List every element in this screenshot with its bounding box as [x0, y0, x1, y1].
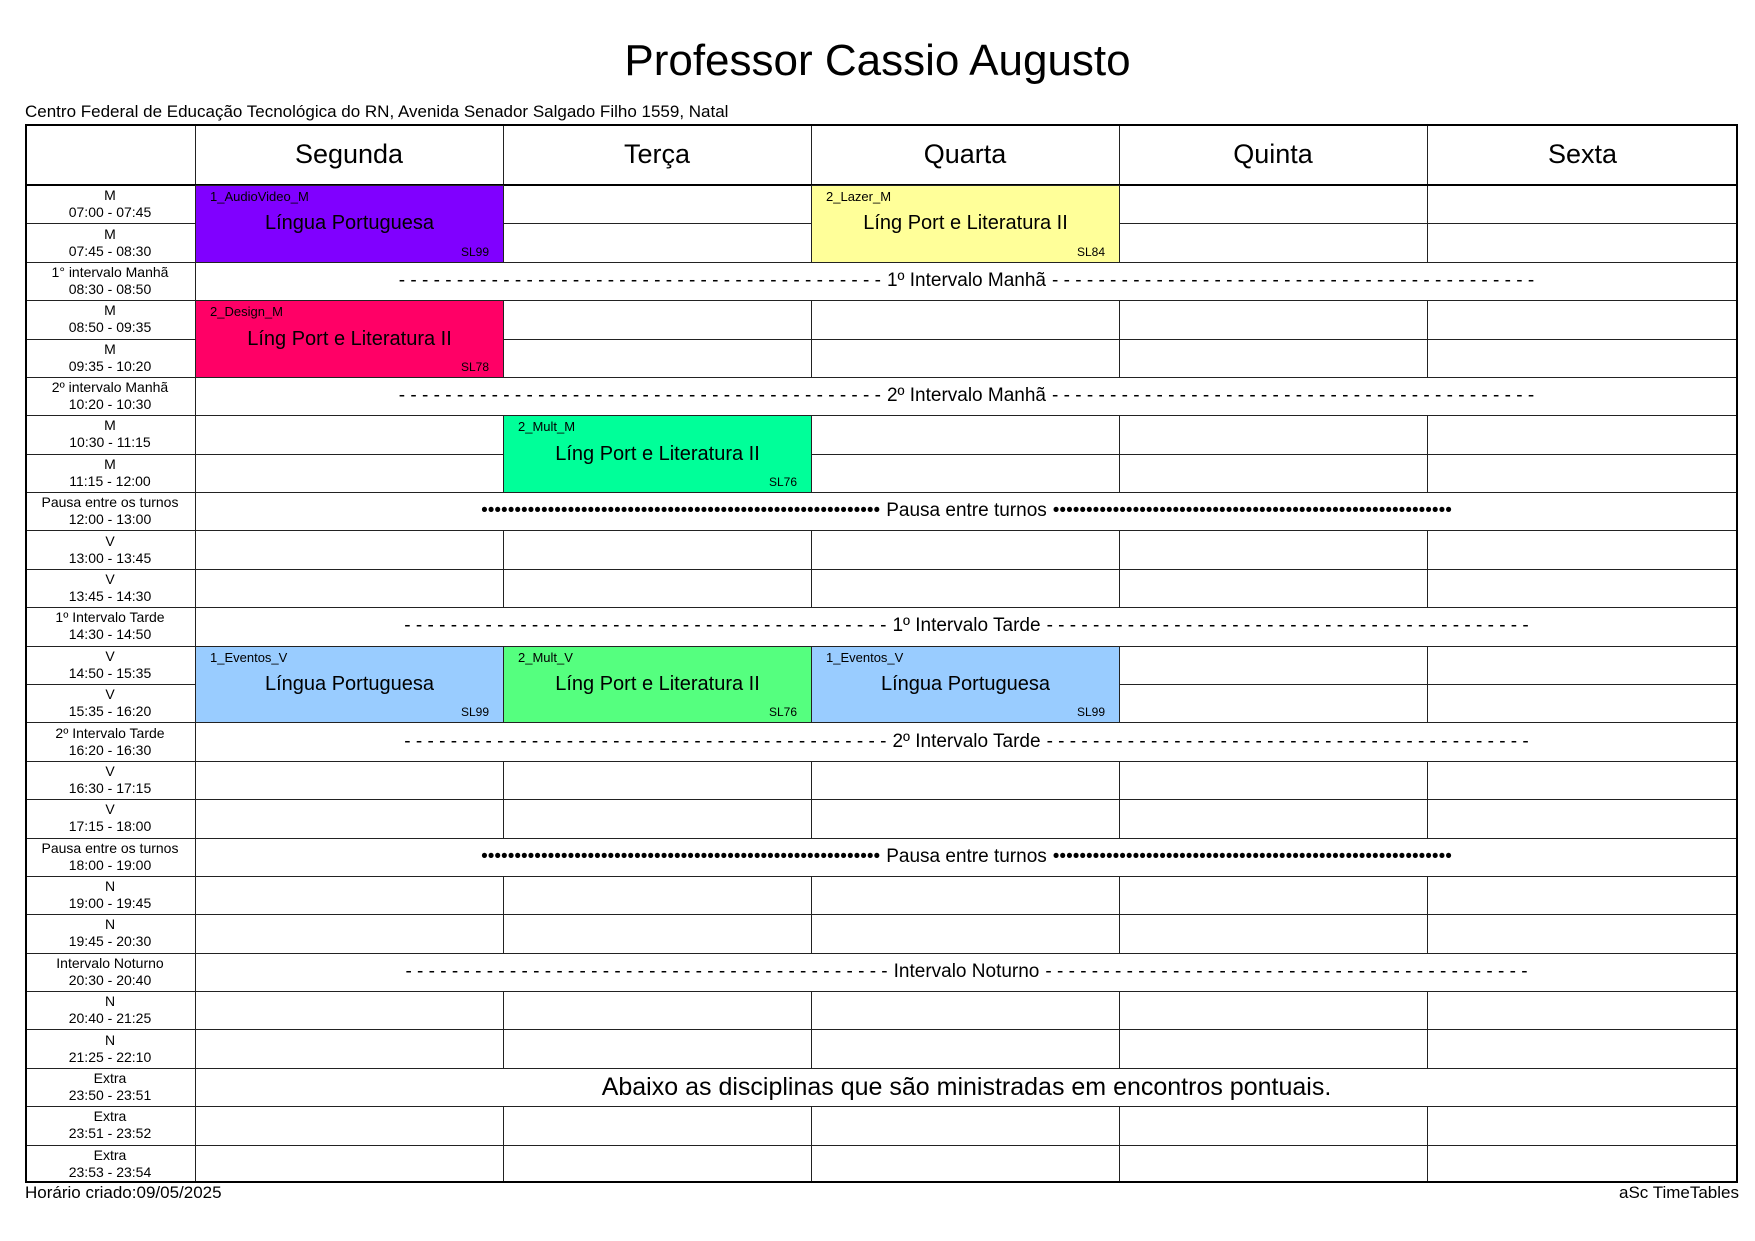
- break-separator: - - - - - - - - - - - - - - - - - - - - - - - - - - - - - - - - - - - - - - - - - -: [1046, 615, 1529, 637]
- break-separator: - - - - - - - - - - - - - - - - - - - - - - - - - - - - - - - - - - - - - - - - - -: [1052, 385, 1535, 407]
- break-separator: - - - - - - - - - - - - - - - - - - - - - - - - - - - - - - - - - - - - - - - - - -: [1045, 960, 1528, 982]
- period-name: 1° intervalo Manhã: [51, 263, 169, 280]
- lesson-room: SL78: [460, 359, 489, 374]
- break-label: Pausa entre turnos: [886, 845, 1047, 867]
- break-label: 1º Intervalo Manhã: [886, 269, 1047, 291]
- period-time: 14:30 - 14:50: [68, 626, 152, 643]
- period-name: M: [104, 187, 116, 204]
- break-separator: - - - - - - - - - - - - - - - - - - - - - - - - - - - - - - - - - - - - - - - - - -: [1052, 269, 1535, 291]
- lesson-room: SL99: [460, 244, 489, 259]
- period-time: 17:15 - 18:00: [68, 818, 152, 835]
- period-name: M: [104, 417, 116, 434]
- period-name: V: [105, 801, 115, 818]
- table-frame: [25, 124, 1738, 1183]
- lesson-subject: Líng Port e Literatura II: [863, 212, 1068, 235]
- school-address: Centro Federal de Educação Tecnológica do RN, Avenida Senador Salgado Filho 1559, Natal: [25, 102, 729, 121]
- lesson-subject: Língua Portuguesa: [880, 672, 1051, 695]
- period-name: M: [104, 225, 116, 242]
- period-time: 15:35 - 16:20: [68, 703, 152, 720]
- period-name: V: [105, 647, 115, 664]
- lesson-subject: Língua Portuguesa: [264, 672, 435, 695]
- period-name: M: [104, 455, 116, 472]
- period-name: V: [105, 686, 115, 703]
- period-time: 13:00 - 13:45: [68, 549, 152, 566]
- break-label: 1º Intervalo Tarde: [892, 615, 1041, 637]
- period-name: N: [104, 993, 116, 1010]
- period-time: 09:35 - 10:20: [68, 357, 152, 374]
- day-header: Quinta: [1233, 139, 1313, 169]
- lesson-class: 2_Design_M: [210, 304, 283, 320]
- period-time: 13:45 - 14:30: [68, 588, 152, 605]
- lesson-subject: Líng Port e Literatura II: [247, 327, 452, 350]
- period-time: 23:50 - 23:51: [68, 1087, 152, 1104]
- period-time: 20:30 - 20:40: [68, 971, 152, 988]
- break-label: 2º Intervalo Tarde: [892, 730, 1041, 752]
- break-separator: - - - - - - - - - - - - - - - - - - - - - - - - - - - - - - - - - - - - - - - - - -: [1046, 730, 1529, 752]
- lesson-class: 2_Lazer_M: [826, 189, 892, 204]
- period-name: V: [105, 762, 115, 779]
- break-separator: ••••••••••••••••••••••••••••••••••••••••••••••••••••••••••••: [1052, 845, 1452, 867]
- break-separator: - - - - - - - - - - - - - - - - - - - - - - - - - - - - - - - - - - - - - - - - - -: [404, 730, 887, 752]
- page-title: Professor Cassio Augusto: [624, 36, 1131, 85]
- break-label: Intervalo Noturno: [893, 960, 1040, 982]
- period-name: Extra: [93, 1146, 127, 1163]
- period-name: V: [105, 532, 115, 549]
- lesson-room: SL99: [1076, 705, 1105, 720]
- lesson-class: 1_Eventos_V: [826, 649, 904, 665]
- period-time: 20:40 - 21:25: [68, 1010, 152, 1027]
- period-name: Intervalo Noturno: [56, 954, 164, 971]
- day-header: Quarta: [923, 139, 1007, 169]
- period-time: 19:45 - 20:30: [68, 933, 152, 950]
- period-name: N: [104, 916, 116, 933]
- period-time: 07:00 - 07:45: [68, 204, 152, 221]
- lesson-class: 2_Mult_M: [518, 419, 576, 435]
- period-time: 16:20 - 16:30: [68, 741, 152, 758]
- break-separator: - - - - - - - - - - - - - - - - - - - - - - - - - - - - - - - - - - - - - - - - - -: [398, 385, 881, 407]
- period-name: 2º Intervalo Tarde: [55, 724, 165, 741]
- period-time: 11:15 - 12:00: [69, 472, 151, 489]
- period-name: Extra: [93, 1108, 127, 1125]
- software-credit: aSc TimeTables: [1619, 1183, 1739, 1202]
- lesson-class: 1_Eventos_V: [210, 649, 288, 665]
- period-time: 08:50 - 09:35: [68, 319, 152, 336]
- lesson-room: SL76: [768, 705, 797, 720]
- lesson-room: SL76: [768, 475, 797, 490]
- period-name: Extra: [93, 1070, 127, 1087]
- period-time: 14:50 - 15:35: [68, 664, 152, 681]
- break-separator: - - - - - - - - - - - - - - - - - - - - - - - - - - - - - - - - - - - - - - - - - -: [398, 269, 881, 291]
- period-name: M: [104, 302, 116, 319]
- period-time: 07:45 - 08:30: [68, 242, 152, 259]
- lesson-class: 1_AudioVideo_M: [210, 189, 309, 204]
- created-date: Horário criado:09/05/2025: [25, 1183, 222, 1202]
- day-header: Terça: [623, 139, 691, 169]
- lesson-subject: Líng Port e Literatura II: [555, 442, 760, 465]
- period-time: 23:53 - 23:54: [68, 1163, 152, 1180]
- period-name: V: [105, 571, 115, 588]
- period-name: M: [104, 340, 116, 357]
- period-time: 12:00 - 13:00: [68, 511, 152, 528]
- period-time: 19:00 - 19:45: [68, 895, 152, 912]
- period-time: 21:25 - 22:10: [68, 1048, 152, 1065]
- lesson-subject: Líng Port e Literatura II: [555, 672, 760, 695]
- period-name: Pausa entre os turnos: [41, 494, 179, 511]
- period-time: 23:51 - 23:52: [68, 1125, 152, 1142]
- break-label: Pausa entre turnos: [886, 500, 1047, 522]
- lesson-class: 2_Mult_V: [518, 649, 573, 665]
- lesson-room: SL99: [460, 705, 489, 720]
- break-separator: ••••••••••••••••••••••••••••••••••••••••••••••••••••••••••••: [481, 845, 881, 867]
- lesson-room: SL84: [1076, 244, 1105, 259]
- break-separator: - - - - - - - - - - - - - - - - - - - - - - - - - - - - - - - - - - - - - - - - - -: [405, 960, 888, 982]
- period-name: N: [104, 1031, 116, 1048]
- lesson-subject: Língua Portuguesa: [264, 212, 435, 235]
- period-name: Pausa entre os turnos: [41, 839, 179, 856]
- period-time: 18:00 - 19:00: [68, 856, 152, 873]
- period-time: 16:30 - 17:15: [68, 779, 152, 796]
- period-name: N: [104, 878, 116, 895]
- day-header: Sexta: [1547, 139, 1618, 169]
- break-separator: ••••••••••••••••••••••••••••••••••••••••••••••••••••••••••••: [1052, 500, 1452, 522]
- period-time: 10:20 - 10:30: [68, 396, 152, 413]
- break-separator: ••••••••••••••••••••••••••••••••••••••••••••••••••••••••••••: [481, 500, 881, 522]
- period-name: 1º Intervalo Tarde: [55, 609, 165, 626]
- note-row-text: Abaixo as disciplinas que são ministradas em encontros pontuais.: [601, 1072, 1332, 1101]
- break-separator: - - - - - - - - - - - - - - - - - - - - - - - - - - - - - - - - - - - - - - - - - -: [404, 615, 887, 637]
- period-name: 2º intervalo Manhã: [51, 379, 169, 396]
- period-time: 08:30 - 08:50: [68, 280, 152, 297]
- period-time: 10:30 - 11:15: [69, 434, 151, 451]
- break-label: 2º Intervalo Manhã: [886, 385, 1047, 407]
- day-header: Segunda: [294, 139, 404, 169]
